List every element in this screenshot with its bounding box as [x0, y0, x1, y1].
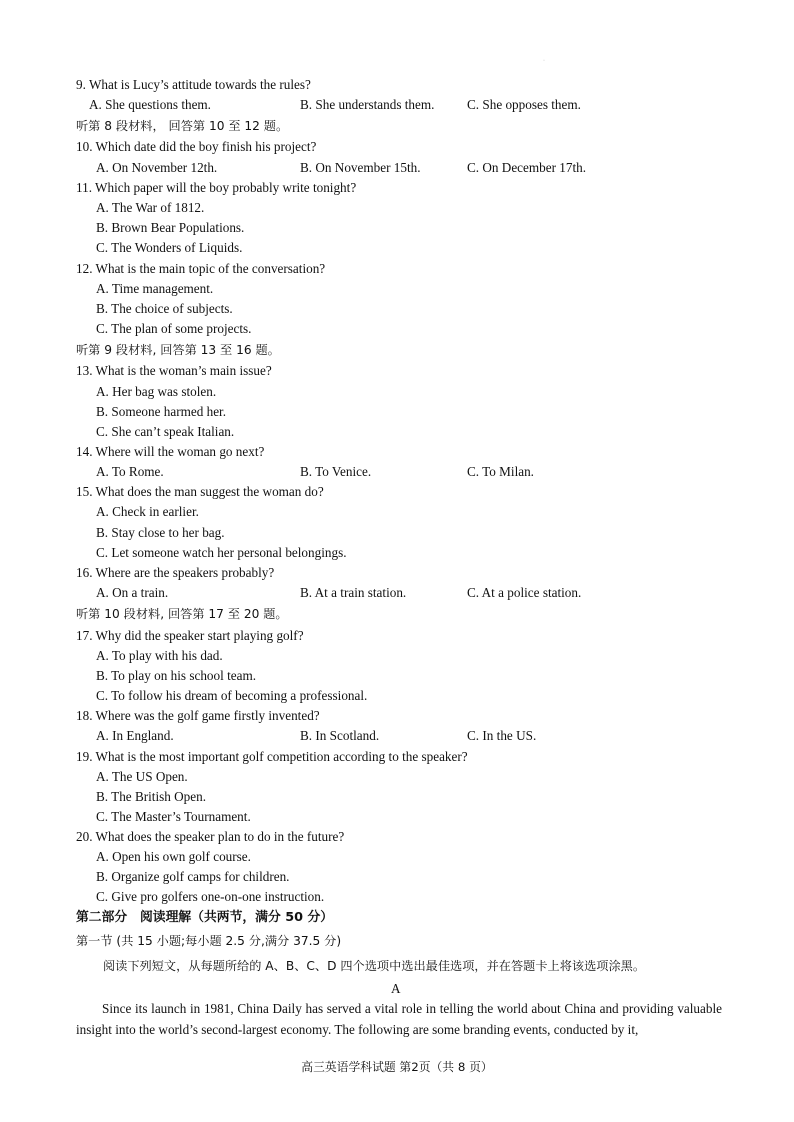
question-15-option-c: C. Let someone watch her personal belongings. [96, 545, 347, 560]
question-9-option-b: B. She understands them. [300, 97, 435, 112]
question-19-option-a: A. The US Open. [96, 769, 188, 784]
question-15-stem: 15. What does the man suggest the woman do? [76, 484, 324, 499]
question-14-option-a: A. To Rome. [96, 464, 164, 479]
question-17-stem: 17. Why did the speaker start playing golf? [76, 628, 304, 643]
page-footer: 高三英语学科试题 第2页（共 8 页） [301, 1060, 493, 1074]
question-15-option-a: A. Check in earlier. [96, 504, 199, 519]
question-20-option-b: B. Organize golf camps for children. [96, 869, 290, 884]
passage-a-text: Since its launch in 1981, China Daily has served a vital role in telling the world about China and providing valuable insight into the world’s second-largest economy. The following are some branding events, conducted by it, [76, 1001, 722, 1037]
question-18-stem: 18. Where was the golf game firstly invented? [76, 708, 320, 723]
question-13-option-c: C. She can’t speak Italian. [96, 424, 235, 439]
instruction-passage-8: 听第 8 段材料， 回答第 10 至 12 题。 [76, 119, 289, 133]
question-20-stem: 20. What does the speaker plan to do in the future? [76, 829, 345, 844]
question-16-stem: 16. Where are the speakers probably? [76, 565, 275, 580]
question-12-option-b: B. The choice of subjects. [96, 301, 233, 316]
question-20-option-a: A. Open his own golf course. [96, 849, 251, 864]
question-10-option-b: B. On November 15th. [300, 160, 421, 175]
question-12-stem: 12. What is the main topic of the conversation? [76, 261, 326, 276]
instruction-passage-9: 听第 9 段材料, 回答第 13 至 16 题。 [76, 343, 280, 357]
question-10-option-c: C. On December 17th. [467, 160, 587, 175]
question-17-option-c: C. To follow his dream of becoming a professional. [96, 688, 368, 703]
question-11-option-a: A. The War of 1812. [96, 200, 205, 215]
question-19-option-c: C. The Master’s Tournament. [96, 809, 251, 824]
passage-label: A [391, 981, 401, 996]
question-12-option-a: A. Time management. [96, 281, 214, 296]
question-19-stem: 19. What is the most important golf competition according to the speaker? [76, 749, 468, 764]
question-19-option-b: B. The British Open. [96, 789, 207, 804]
question-11-option-c: C. The Wonders of Liquids. [96, 240, 243, 255]
question-11-stem: 11. Which paper will the boy probably write tonight? [76, 180, 357, 195]
question-11-option-b: B. Brown Bear Populations. [96, 220, 245, 235]
scan-mark: · [543, 58, 545, 64]
question-13-option-a: A. Her bag was stolen. [96, 384, 217, 399]
question-15-option-b: B. Stay close to her bag. [96, 525, 225, 540]
question-9-option-c: C. She opposes them. [467, 97, 581, 112]
question-9-stem: 9. What is Lucy’s attitude towards the rules? [76, 77, 311, 92]
question-16-option-c: C. At a police station. [467, 585, 582, 600]
question-17-option-b: B. To play on his school team. [96, 668, 257, 683]
part-two-title: 第二部分 阅读理解（共两节，满分 50 分） [76, 910, 334, 925]
question-20-option-c: C. Give pro golfers one-on-one instruction. [96, 889, 325, 904]
question-18-option-c: C. In the US. [467, 728, 537, 743]
question-10-stem: 10. Which date did the boy finish his project? [76, 139, 317, 154]
reading-instruction: 阅读下列短文，从每题所给的 A、B、C、D 四个选项中选出最佳选项，并在答题卡上将该选项涂黑。 [103, 959, 646, 973]
question-14-option-b: B. To Venice. [300, 464, 372, 479]
question-18-option-a: A. In England. [96, 728, 174, 743]
question-16-option-a: A. On a train. [96, 585, 169, 600]
question-13-option-b: B. Someone harmed her. [96, 404, 227, 419]
question-14-option-c: C. To Milan. [467, 464, 534, 479]
question-18-option-b: B. In Scotland. [300, 728, 380, 743]
question-14-stem: 14. Where will the woman go next? [76, 444, 265, 459]
question-17-option-a: A. To play with his dad. [96, 648, 223, 663]
question-13-stem: 13. What is the woman’s main issue? [76, 363, 272, 378]
instruction-passage-10: 听第 10 段材料, 回答第 17 至 20 题。 [76, 607, 288, 621]
section-one-title: 第一节 (共 15 小题;每小题 2.5 分,满分 37.5 分) [76, 934, 342, 948]
question-12-option-c: C. The plan of some projects. [96, 321, 252, 336]
question-10-option-a: A. On November 12th. [96, 160, 218, 175]
question-9-option-a: A. She questions them. [89, 97, 211, 112]
question-16-option-b: B. At a train station. [300, 585, 407, 600]
